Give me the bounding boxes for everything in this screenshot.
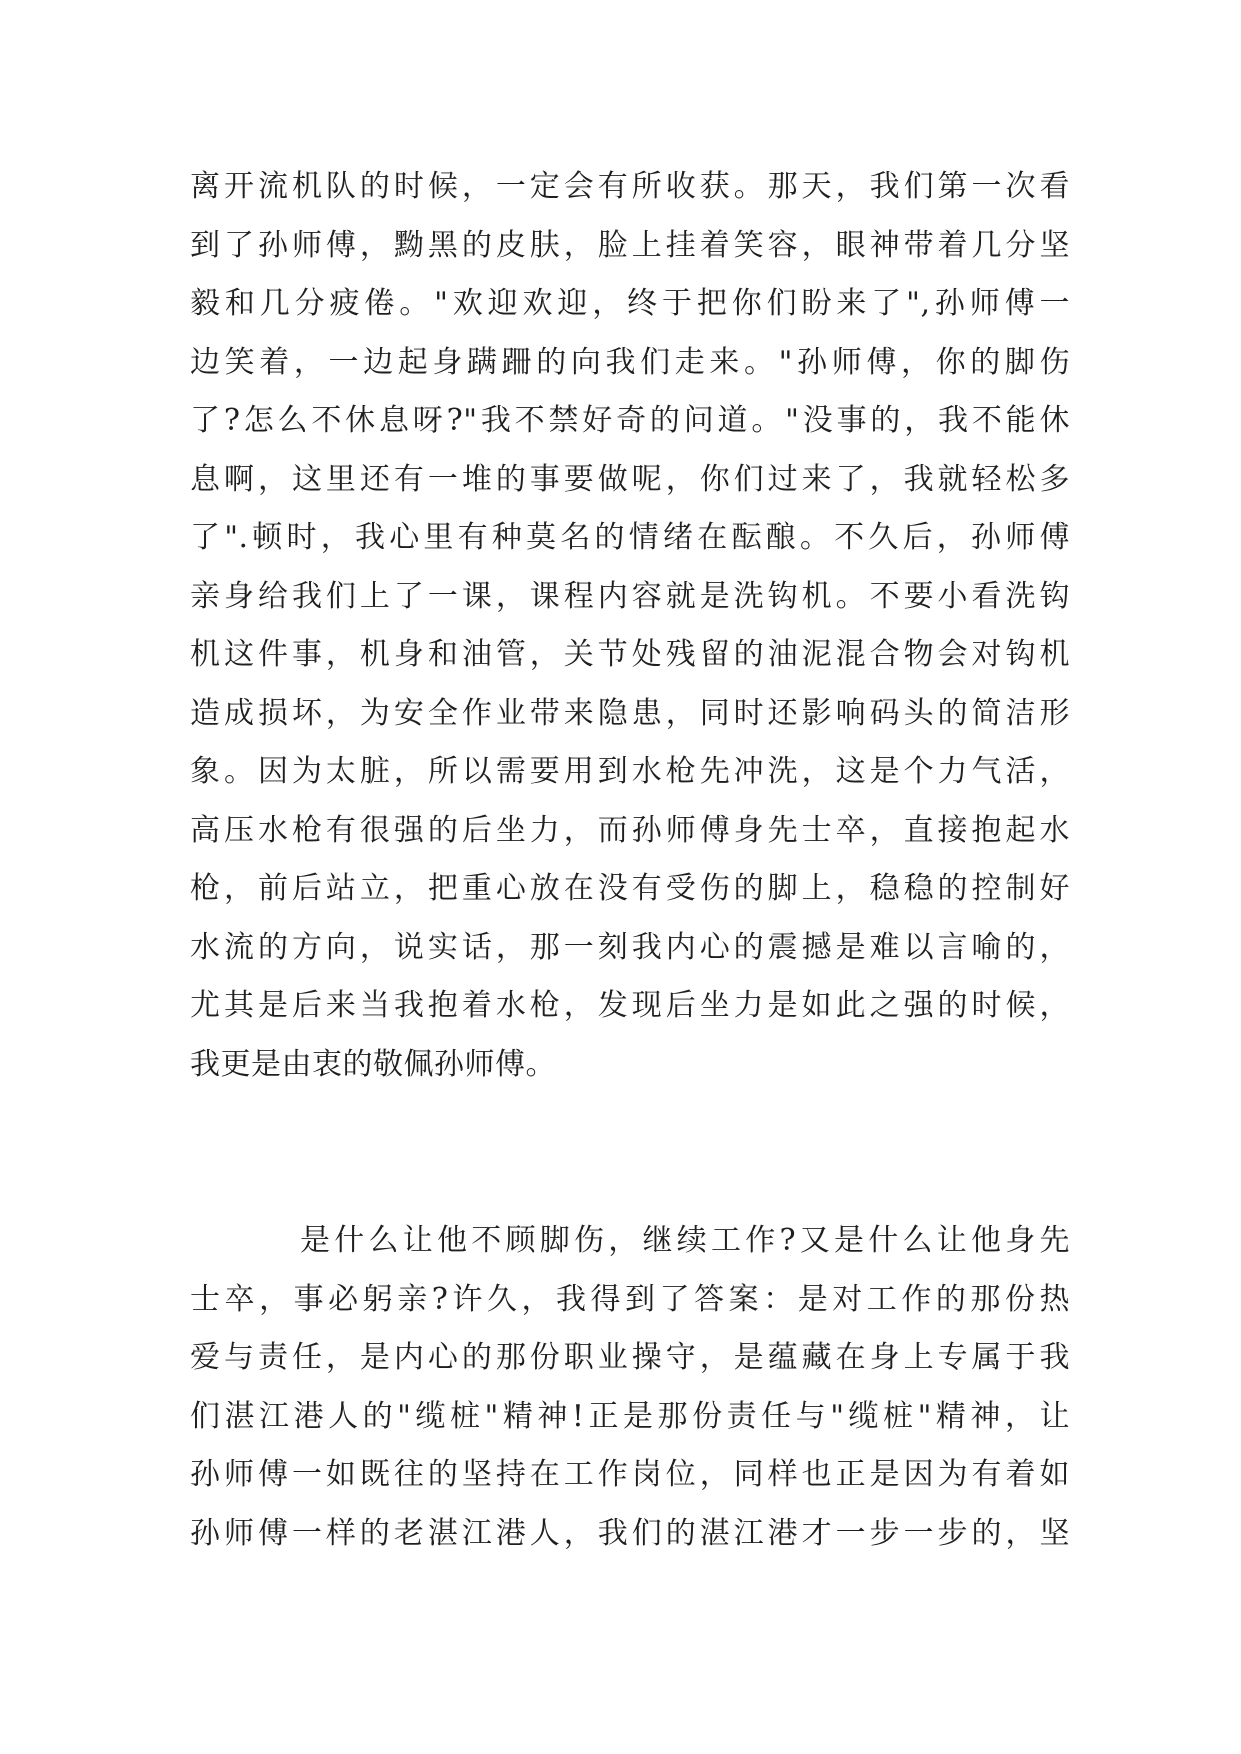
text-line: 到了孙师傅，黝黑的皮肤，脸上挂着笑容，眼神带着几分坚 [190,227,1070,263]
text-line: 息啊，这里还有一堆的事要做呢，你们过来了，我就轻松多 [190,461,1070,497]
paragraph-2 [190,1212,1070,1563]
text-line: 象。因为太脏，所以需要用到水枪先冲洗，这是个力气活， [190,754,1070,789]
text-line: 水流的方向，说实话，那一刻我内心的震撼是难以言喻的， [190,929,1070,965]
text-line: 孙师傅一如既往的坚持在工作岗位，同样也正是因为有着如 [190,1457,1070,1492]
text-line: 是什么让他不顾脚伤，继续工作?又是什么让他身先 [300,1223,1070,1258]
text-line: 亲身给我们上了一课，课程内容就是洗钩机。不要小看洗钩 [190,578,1070,614]
text-line: 造成损坏，为安全作业带来隐患，同时还影响码头的简洁形 [190,695,1070,731]
text-line: 了?怎么不休息呀?"我不禁好奇的问道。"没事的，我不能休 [190,403,1070,438]
text-line: 枪，前后站立，把重心放在没有受伤的脚上，稳稳的控制好 [190,871,1070,906]
text-line: 士卒，事必躬亲?许久，我得到了答案：是对工作的那份热 [190,1281,1070,1317]
text-line: 高压水枪有很强的后坐力，而孙师傅身先士卒，直接抱起水 [190,812,1070,848]
text-line: 离开流机队的时候，一定会有所收获。那天，我们第一次看 [190,169,1070,204]
text-line: 毅和几分疲倦。"欢迎欢迎，终于把你们盼来了",孙师傅一 [190,286,1070,321]
text-line: 爱与责任，是内心的那份职业操守，是蕴藏在身上专属于我 [190,1340,1070,1375]
text-line: 尤其是后来当我抱着水枪，发现后坐力是如此之强的时候， [190,988,1070,1023]
paragraph-1 [190,158,1070,1094]
text-line: 孙师傅一样的老湛江港人，我们的湛江港才一步一步的，坚 [190,1515,1070,1551]
text-line: 机这件事，机身和油管，关节处残留的油泥混合物会对钩机 [190,637,1070,672]
text-line: 我更是由衷的敬佩孙师傅。 [190,1046,556,1082]
text-line: 们湛江港人的"缆桩"精神!正是那份责任与"缆桩"精神，让 [190,1398,1070,1434]
text-line: 了".顿时，我心里有种莫名的情绪在酝酿。不久后，孙师傅 [190,520,1070,555]
text-line: 边笑着，一边起身蹒跚的向我们走来。"孙师傅，你的脚伤 [190,344,1070,380]
